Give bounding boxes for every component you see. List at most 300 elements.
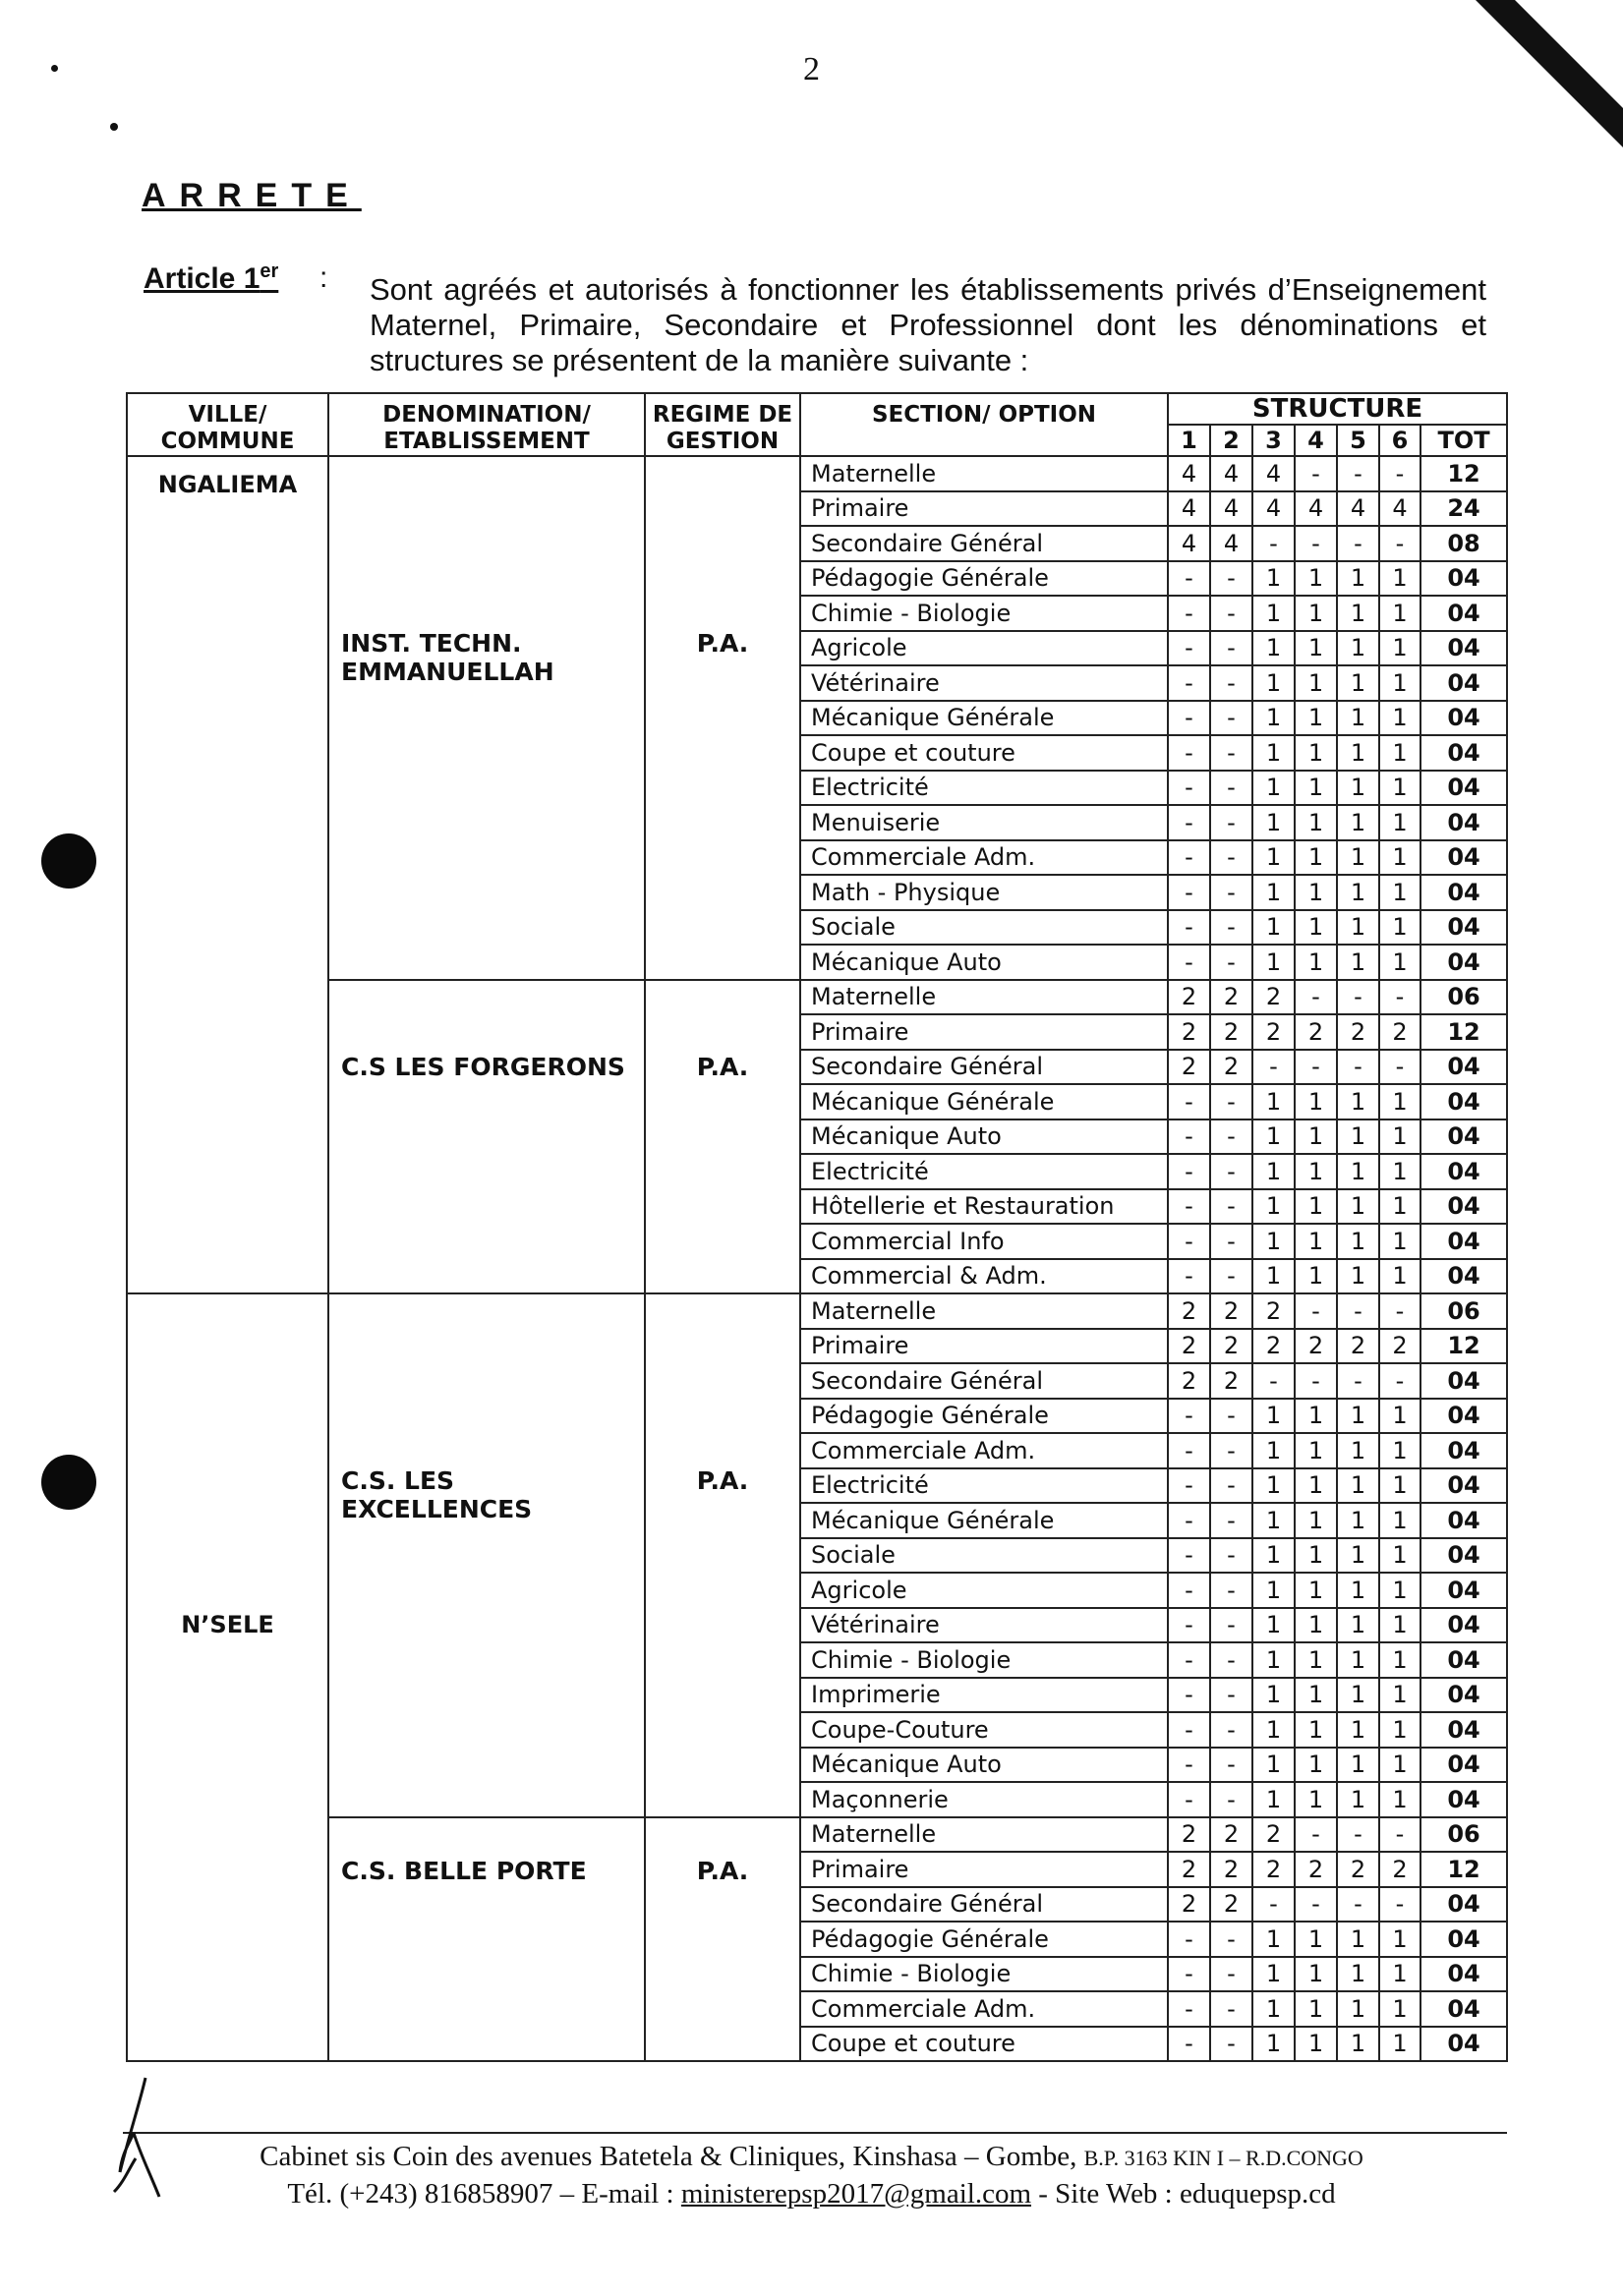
structure-year-2-cell: 2: [1210, 1852, 1252, 1887]
structure-year-5-cell: 1: [1337, 1642, 1379, 1678]
establishment-name: C.S LES FORGERONS: [328, 980, 645, 1294]
total-cell: 06: [1420, 1817, 1507, 1853]
structure-year-5-cell: 1: [1337, 1608, 1379, 1643]
structure-year-5-cell: 1: [1337, 1154, 1379, 1189]
structure-year-3-cell: 1: [1252, 1957, 1295, 1992]
establishment-name: C.S. BELLE PORTE: [328, 1817, 645, 2062]
structure-year-4-cell: 2: [1295, 1852, 1337, 1887]
structure-year-2-cell: -: [1210, 1922, 1252, 1957]
structure-year-4-cell: 1: [1295, 1712, 1337, 1748]
section-option-cell: Coupe et couture: [800, 2027, 1168, 2062]
section-option-cell: Mécanique Auto: [800, 1119, 1168, 1155]
structure-year-3-cell: 1: [1252, 596, 1295, 631]
structure-year-1-cell: -: [1168, 945, 1210, 980]
structure-year-6-cell: 1: [1379, 561, 1420, 597]
structure-year-1-cell: -: [1168, 631, 1210, 666]
structure-year-5-cell: 1: [1337, 771, 1379, 806]
total-cell: 04: [1420, 1573, 1507, 1608]
total-cell: 04: [1420, 665, 1507, 701]
punch-hole: [41, 833, 96, 889]
structure-year-6-cell: 1: [1379, 665, 1420, 701]
structure-year-4-cell: 1: [1295, 1259, 1337, 1294]
section-option-cell: Secondaire Général: [800, 526, 1168, 561]
structure-year-5-cell: 1: [1337, 1503, 1379, 1538]
structure-year-1-cell: -: [1168, 596, 1210, 631]
structure-year-6-cell: 1: [1379, 840, 1420, 876]
structure-year-5-cell: -: [1337, 1817, 1379, 1853]
structure-year-4-cell: 2: [1295, 1329, 1337, 1364]
section-option-cell: Primaire: [800, 1852, 1168, 1887]
structure-year-6-cell: 1: [1379, 1922, 1420, 1957]
structure-year-4-cell: -: [1295, 1887, 1337, 1923]
structure-year-1-cell: -: [1168, 1782, 1210, 1817]
table-row: [127, 456, 1507, 491]
structure-year-6-cell: 1: [1379, 1119, 1420, 1155]
structure-year-3-cell: 2: [1252, 1293, 1295, 1329]
structure-year-2-cell: 2: [1210, 1050, 1252, 1085]
total-cell: 04: [1420, 771, 1507, 806]
structure-year-5-cell: 1: [1337, 945, 1379, 980]
structure-year-6-cell: 1: [1379, 1189, 1420, 1225]
structure-year-2-cell: -: [1210, 1991, 1252, 2027]
structure-year-3-cell: 1: [1252, 1712, 1295, 1748]
structure-year-3-cell: 1: [1252, 840, 1295, 876]
structure-year-1-cell: -: [1168, 875, 1210, 910]
establishment-name: C.S. LES EXCELLENCES: [328, 1293, 645, 1817]
section-option-cell: Commercial Info: [800, 1224, 1168, 1259]
total-cell: 04: [1420, 1922, 1507, 1957]
footer-phone: Tél. (+243) 816858907 – E-mail :: [287, 2178, 681, 2210]
section-option-cell: Menuiserie: [800, 805, 1168, 840]
structure-year-3-cell: 1: [1252, 665, 1295, 701]
structure-year-2-cell: -: [1210, 1154, 1252, 1189]
structure-year-3-cell: 1: [1252, 771, 1295, 806]
structure-year-3-cell: 2: [1252, 1329, 1295, 1364]
structure-year-2-cell: -: [1210, 875, 1252, 910]
structure-year-5-cell: 1: [1337, 1573, 1379, 1608]
section-option-cell: Chimie - Biologie: [800, 1957, 1168, 1992]
structure-year-6-cell: 1: [1379, 910, 1420, 946]
structure-year-6-cell: 1: [1379, 1503, 1420, 1538]
structure-year-1-cell: -: [1168, 1224, 1210, 1259]
structure-year-1-cell: -: [1168, 1433, 1210, 1468]
structure-year-3-cell: 1: [1252, 735, 1295, 771]
structure-year-4-cell: 1: [1295, 1748, 1337, 1783]
structure-year-4-cell: -: [1295, 980, 1337, 1015]
structure-year-4-cell: 1: [1295, 840, 1337, 876]
structure-year-5-cell: 1: [1337, 665, 1379, 701]
structure-year-3-cell: 1: [1252, 1782, 1295, 1817]
section-option-cell: Commercial & Adm.: [800, 1259, 1168, 1294]
structure-year-6-cell: 1: [1379, 596, 1420, 631]
structure-year-6-cell: -: [1379, 1817, 1420, 1853]
structure-year-6-cell: 1: [1379, 1991, 1420, 2027]
structure-year-3-cell: 2: [1252, 980, 1295, 1015]
section-option-cell: Commerciale Adm.: [800, 840, 1168, 876]
total-cell: 04: [1420, 1154, 1507, 1189]
structure-year-2-cell: 4: [1210, 526, 1252, 561]
document-title: ARRETE: [142, 177, 362, 214]
total-cell: 04: [1420, 1608, 1507, 1643]
structure-year-4-cell: 1: [1295, 1433, 1337, 1468]
structure-year-3-cell: 1: [1252, 1259, 1295, 1294]
regime-cell: P.A.: [645, 1293, 800, 1817]
structure-year-2-cell: -: [1210, 805, 1252, 840]
structure-year-2-cell: -: [1210, 1224, 1252, 1259]
section-option-cell: Pédagogie Générale: [800, 1399, 1168, 1434]
structure-year-6-cell: 1: [1379, 1782, 1420, 1817]
section-option-cell: Chimie - Biologie: [800, 1642, 1168, 1678]
total-cell: 04: [1420, 1399, 1507, 1434]
total-cell: 04: [1420, 631, 1507, 666]
structure-year-5-cell: 1: [1337, 735, 1379, 771]
section-option-cell: Primaire: [800, 1329, 1168, 1364]
structure-year-6-cell: 1: [1379, 771, 1420, 806]
structure-year-6-cell: 1: [1379, 1608, 1420, 1643]
structure-year-2-cell: 2: [1210, 1293, 1252, 1329]
structure-year-1-cell: -: [1168, 1399, 1210, 1434]
structure-year-5-cell: 1: [1337, 1712, 1379, 1748]
structure-year-1-cell: -: [1168, 1642, 1210, 1678]
structure-year-3-cell: 1: [1252, 1399, 1295, 1434]
article-label-text: Article 1: [144, 262, 261, 295]
structure-year-5-cell: 1: [1337, 631, 1379, 666]
total-cell: 24: [1420, 491, 1507, 527]
structure-year-4-cell: 1: [1295, 1678, 1337, 1713]
regime-cell: P.A.: [645, 1817, 800, 2062]
structure-year-4-cell: 1: [1295, 1399, 1337, 1434]
structure-year-2-cell: -: [1210, 945, 1252, 980]
structure-year-1-cell: -: [1168, 701, 1210, 736]
structure-year-4-cell: 1: [1295, 2027, 1337, 2062]
section-option-cell: Mécanique Générale: [800, 701, 1168, 736]
total-cell: 04: [1420, 701, 1507, 736]
structure-year-1-cell: 2: [1168, 1014, 1210, 1050]
structure-year-3-cell: 1: [1252, 1748, 1295, 1783]
structure-year-3-cell: 2: [1252, 1852, 1295, 1887]
section-option-cell: Coupe-Couture: [800, 1712, 1168, 1748]
structure-year-4-cell: 1: [1295, 1991, 1337, 2027]
structure-year-2-cell: -: [1210, 1748, 1252, 1783]
structure-year-2-cell: -: [1210, 1573, 1252, 1608]
structure-year-6-cell: -: [1379, 1887, 1420, 1923]
structure-year-1-cell: -: [1168, 735, 1210, 771]
structure-year-6-cell: 1: [1379, 875, 1420, 910]
structure-year-4-cell: 1: [1295, 1538, 1337, 1574]
structure-year-4-cell: -: [1295, 1050, 1337, 1085]
structure-year-6-cell: 4: [1379, 491, 1420, 527]
structure-year-6-cell: 1: [1379, 1154, 1420, 1189]
structure-year-2-cell: 4: [1210, 456, 1252, 491]
structure-year-2-cell: -: [1210, 1642, 1252, 1678]
structure-year-3-cell: 4: [1252, 491, 1295, 527]
establishment-name: INST. TECHN. EMMANUELLAH: [328, 456, 645, 980]
structure-year-1-cell: -: [1168, 1678, 1210, 1713]
section-option-cell: Electricité: [800, 1468, 1168, 1504]
total-cell: 04: [1420, 1119, 1507, 1155]
structure-year-3-cell: 1: [1252, 1503, 1295, 1538]
structure-year-4-cell: 2: [1295, 1014, 1337, 1050]
structure-year-6-cell: 2: [1379, 1329, 1420, 1364]
structure-year-5-cell: 1: [1337, 596, 1379, 631]
header-col-1: 1: [1168, 425, 1210, 456]
table-header-row: [127, 393, 1507, 425]
structure-year-3-cell: -: [1252, 526, 1295, 561]
total-cell: 04: [1420, 875, 1507, 910]
structure-year-4-cell: 1: [1295, 1922, 1337, 1957]
structure-year-3-cell: 1: [1252, 1189, 1295, 1225]
structure-year-4-cell: 1: [1295, 1084, 1337, 1119]
article-label: [144, 260, 278, 296]
section-option-cell: Commerciale Adm.: [800, 1991, 1168, 2027]
structure-year-4-cell: 1: [1295, 1782, 1337, 1817]
structure-year-5-cell: -: [1337, 1050, 1379, 1085]
structure-year-1-cell: -: [1168, 665, 1210, 701]
total-cell: 04: [1420, 1957, 1507, 1992]
structure-year-2-cell: -: [1210, 1119, 1252, 1155]
section-option-cell: Mécanique Auto: [800, 945, 1168, 980]
structure-year-4-cell: 1: [1295, 875, 1337, 910]
structure-year-6-cell: -: [1379, 1050, 1420, 1085]
structure-year-5-cell: 1: [1337, 1468, 1379, 1504]
section-option-cell: Mécanique Auto: [800, 1748, 1168, 1783]
section-option-cell: Math - Physique: [800, 875, 1168, 910]
structure-year-4-cell: 1: [1295, 945, 1337, 980]
structure-year-1-cell: -: [1168, 1538, 1210, 1574]
total-cell: 04: [1420, 1642, 1507, 1678]
structure-year-1-cell: -: [1168, 1922, 1210, 1957]
header-col-5: 5: [1337, 425, 1379, 456]
structure-year-3-cell: 4: [1252, 456, 1295, 491]
structure-year-3-cell: 2: [1252, 1817, 1295, 1853]
structure-year-2-cell: -: [1210, 1503, 1252, 1538]
total-cell: 04: [1420, 805, 1507, 840]
article-text: Sont agréés et autorisés à fonctionner les établissements privés d’Enseignement Maternel, Primaire, Secondaire et Professionnel dont les dénominations et structures se présentent de la manière suivante :: [370, 272, 1486, 377]
total-cell: 04: [1420, 1991, 1507, 2027]
structure-year-1-cell: 2: [1168, 1293, 1210, 1329]
footer-contact: [0, 2178, 1623, 2210]
structure-year-5-cell: 1: [1337, 1399, 1379, 1434]
total-cell: 04: [1420, 2027, 1507, 2062]
structure-year-5-cell: 1: [1337, 1084, 1379, 1119]
structure-year-2-cell: -: [1210, 1782, 1252, 1817]
section-option-cell: Primaire: [800, 491, 1168, 527]
structure-year-6-cell: 1: [1379, 1678, 1420, 1713]
structure-year-3-cell: 1: [1252, 1084, 1295, 1119]
structure-year-3-cell: 1: [1252, 945, 1295, 980]
structure-year-2-cell: 2: [1210, 1887, 1252, 1923]
total-cell: 04: [1420, 1748, 1507, 1783]
header-ville: VILLE/ COMMUNE: [127, 393, 328, 456]
total-cell: 06: [1420, 1293, 1507, 1329]
structure-year-4-cell: 1: [1295, 701, 1337, 736]
section-option-cell: Imprimerie: [800, 1678, 1168, 1713]
section-option-cell: Secondaire Général: [800, 1050, 1168, 1085]
total-cell: 04: [1420, 1259, 1507, 1294]
regime-cell: P.A.: [645, 980, 800, 1294]
structure-year-5-cell: -: [1337, 456, 1379, 491]
structure-year-3-cell: -: [1252, 1363, 1295, 1399]
structure-year-5-cell: 1: [1337, 701, 1379, 736]
structure-year-6-cell: 1: [1379, 631, 1420, 666]
structure-year-3-cell: -: [1252, 1887, 1295, 1923]
header-col-3: 3: [1252, 425, 1295, 456]
total-cell: 04: [1420, 1887, 1507, 1923]
structure-year-1-cell: 2: [1168, 1363, 1210, 1399]
structure-year-2-cell: -: [1210, 1399, 1252, 1434]
structure-year-2-cell: -: [1210, 701, 1252, 736]
header-denomination: DENOMINATION/ ETABLISSEMENT: [328, 393, 645, 456]
structure-year-6-cell: -: [1379, 456, 1420, 491]
footer-address: [0, 2141, 1623, 2173]
footer-email-link[interactable]: ministerepsp2017@gmail.com: [680, 2178, 1032, 2210]
structure-year-3-cell: 2: [1252, 1014, 1295, 1050]
structure-year-2-cell: -: [1210, 1608, 1252, 1643]
total-cell: 04: [1420, 1678, 1507, 1713]
section-option-cell: Coupe et couture: [800, 735, 1168, 771]
structure-year-1-cell: 4: [1168, 491, 1210, 527]
structure-year-4-cell: 1: [1295, 805, 1337, 840]
header-col-6: 6: [1379, 425, 1420, 456]
structure-year-4-cell: 1: [1295, 1503, 1337, 1538]
structure-year-2-cell: -: [1210, 1433, 1252, 1468]
structure-year-1-cell: -: [1168, 1712, 1210, 1748]
structure-year-3-cell: 1: [1252, 1922, 1295, 1957]
structure-year-2-cell: -: [1210, 1538, 1252, 1574]
structure-year-1-cell: -: [1168, 561, 1210, 597]
structure-year-2-cell: 4: [1210, 491, 1252, 527]
header-col-4: 4: [1295, 425, 1337, 456]
total-cell: 04: [1420, 1468, 1507, 1504]
structure-year-6-cell: 1: [1379, 1468, 1420, 1504]
structure-year-4-cell: 1: [1295, 1119, 1337, 1155]
structure-year-3-cell: 1: [1252, 1433, 1295, 1468]
structure-year-6-cell: 2: [1379, 1852, 1420, 1887]
structure-year-2-cell: -: [1210, 1084, 1252, 1119]
table-row: [127, 980, 1507, 1015]
structure-year-4-cell: 1: [1295, 665, 1337, 701]
structure-year-6-cell: 1: [1379, 1224, 1420, 1259]
structure-year-2-cell: -: [1210, 771, 1252, 806]
structure-year-6-cell: 1: [1379, 735, 1420, 771]
structure-year-5-cell: 1: [1337, 1189, 1379, 1225]
structure-year-1-cell: -: [1168, 1991, 1210, 2027]
article-colon: :: [319, 261, 328, 294]
structure-year-1-cell: 2: [1168, 1852, 1210, 1887]
section-option-cell: Maternelle: [800, 1293, 1168, 1329]
structure-year-6-cell: 1: [1379, 701, 1420, 736]
structure-year-4-cell: 1: [1295, 596, 1337, 631]
total-cell: 12: [1420, 1014, 1507, 1050]
section-option-cell: Primaire: [800, 1014, 1168, 1050]
structure-year-6-cell: 1: [1379, 1084, 1420, 1119]
structure-year-5-cell: 2: [1337, 1014, 1379, 1050]
structure-year-3-cell: 1: [1252, 805, 1295, 840]
structure-year-4-cell: 1: [1295, 1957, 1337, 1992]
structure-year-2-cell: 2: [1210, 1329, 1252, 1364]
structure-year-6-cell: 1: [1379, 1433, 1420, 1468]
structure-year-4-cell: 1: [1295, 1154, 1337, 1189]
structure-year-2-cell: -: [1210, 910, 1252, 946]
structure-year-1-cell: -: [1168, 1608, 1210, 1643]
structure-year-1-cell: 2: [1168, 1050, 1210, 1085]
total-cell: 04: [1420, 1189, 1507, 1225]
table-body: [127, 456, 1507, 2061]
structure-year-5-cell: 4: [1337, 491, 1379, 527]
structure-year-5-cell: 1: [1337, 2027, 1379, 2062]
section-option-cell: Electricité: [800, 771, 1168, 806]
structure-year-1-cell: -: [1168, 1154, 1210, 1189]
structure-year-5-cell: 1: [1337, 561, 1379, 597]
structure-year-4-cell: -: [1295, 1363, 1337, 1399]
structure-year-5-cell: -: [1337, 526, 1379, 561]
section-option-cell: Agricole: [800, 631, 1168, 666]
structure-year-3-cell: 1: [1252, 1154, 1295, 1189]
footer-postal: B.P. 3163 KIN I – R.D.CONGO: [1083, 2146, 1363, 2170]
section-option-cell: Hôtellerie et Restauration: [800, 1189, 1168, 1225]
structure-year-6-cell: 1: [1379, 1748, 1420, 1783]
structure-year-4-cell: 1: [1295, 561, 1337, 597]
structure-year-1-cell: -: [1168, 771, 1210, 806]
structure-year-5-cell: 1: [1337, 1748, 1379, 1783]
section-option-cell: Vétérinaire: [800, 665, 1168, 701]
structure-year-1-cell: -: [1168, 910, 1210, 946]
structure-year-4-cell: 1: [1295, 631, 1337, 666]
total-cell: 04: [1420, 1538, 1507, 1574]
structure-year-3-cell: 1: [1252, 1573, 1295, 1608]
structure-year-5-cell: 1: [1337, 910, 1379, 946]
structure-year-1-cell: -: [1168, 805, 1210, 840]
structure-year-6-cell: -: [1379, 1293, 1420, 1329]
commune-cell: N’SELE: [127, 1293, 328, 2061]
structure-year-5-cell: 1: [1337, 875, 1379, 910]
structure-year-3-cell: 1: [1252, 1991, 1295, 2027]
structure-year-4-cell: -: [1295, 1817, 1337, 1853]
structure-year-2-cell: -: [1210, 1259, 1252, 1294]
section-option-cell: Sociale: [800, 1538, 1168, 1574]
structure-year-6-cell: -: [1379, 980, 1420, 1015]
structure-year-5-cell: -: [1337, 980, 1379, 1015]
structure-year-2-cell: -: [1210, 1468, 1252, 1504]
structure-year-2-cell: 2: [1210, 1817, 1252, 1853]
regime-cell: P.A.: [645, 456, 800, 980]
structure-year-5-cell: -: [1337, 1887, 1379, 1923]
structure-year-6-cell: 1: [1379, 1957, 1420, 1992]
structure-year-1-cell: -: [1168, 2027, 1210, 2062]
structure-year-1-cell: 4: [1168, 456, 1210, 491]
structure-year-3-cell: 1: [1252, 631, 1295, 666]
table-row: [127, 1293, 1507, 1329]
structure-year-6-cell: 1: [1379, 1399, 1420, 1434]
section-option-cell: Maçonnerie: [800, 1782, 1168, 1817]
structure-year-3-cell: 1: [1252, 1538, 1295, 1574]
structure-year-2-cell: -: [1210, 735, 1252, 771]
structure-year-1-cell: -: [1168, 1957, 1210, 1992]
structure-year-1-cell: -: [1168, 1748, 1210, 1783]
structure-year-4-cell: 1: [1295, 735, 1337, 771]
structure-year-2-cell: -: [1210, 2027, 1252, 2062]
structure-year-4-cell: 1: [1295, 771, 1337, 806]
structure-year-5-cell: 1: [1337, 1433, 1379, 1468]
section-option-cell: Chimie - Biologie: [800, 596, 1168, 631]
structure-year-2-cell: -: [1210, 1957, 1252, 1992]
structure-year-3-cell: 1: [1252, 701, 1295, 736]
structure-year-4-cell: -: [1295, 1293, 1337, 1329]
structure-year-4-cell: -: [1295, 526, 1337, 561]
structure-year-1-cell: 4: [1168, 526, 1210, 561]
total-cell: 04: [1420, 1712, 1507, 1748]
structure-year-3-cell: 1: [1252, 1224, 1295, 1259]
